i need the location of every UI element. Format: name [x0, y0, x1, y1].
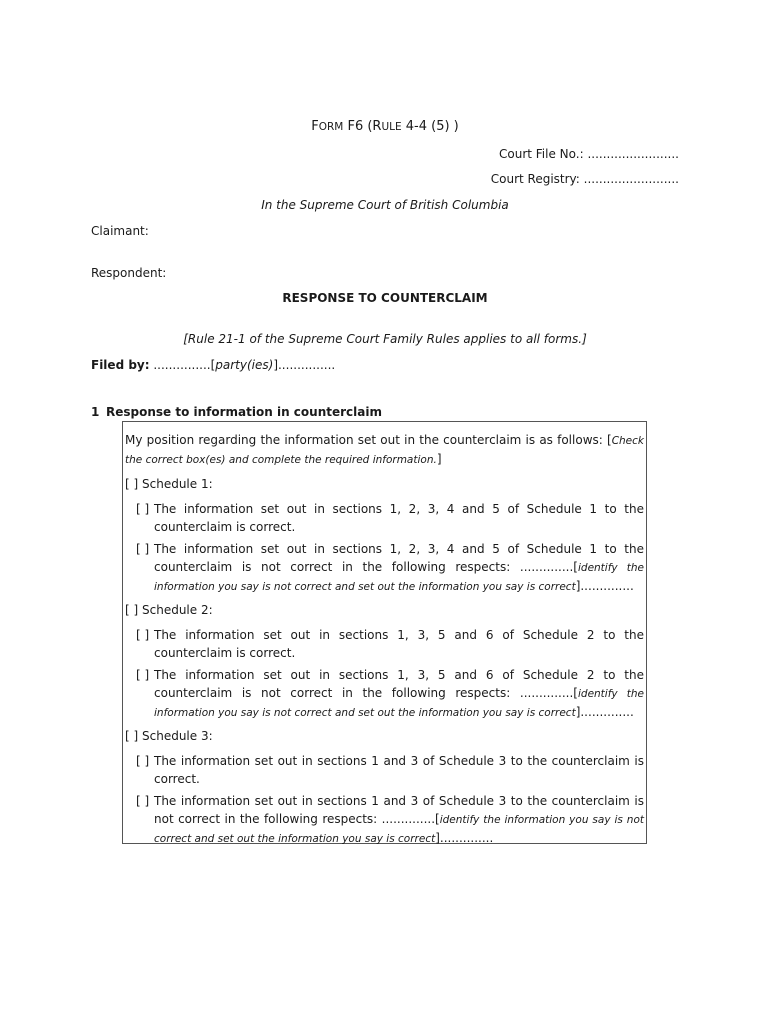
claimant-label: Claimant:: [91, 224, 149, 238]
form-title-part: 4-4 (5) ): [401, 119, 459, 134]
section-title: Response to information in counterclaim: [106, 405, 382, 419]
option-instruction: identify the information you say is not correct and set out the information you say is correct: [154, 814, 644, 845]
schedule-1-group: [125, 475, 644, 596]
schedule-3-not-correct-option[interactable]: [125, 792, 644, 848]
schedule-1-correct-option[interactable]: [125, 500, 644, 536]
response-box-content: [125, 431, 644, 853]
intro-instruction: Check the correct box(es) and complete the required information.: [125, 435, 644, 466]
schedule-2-not-correct-option[interactable]: [125, 666, 644, 722]
court-registry: Court Registry: .........................: [490, 172, 679, 186]
schedule-2-correct-option[interactable]: [125, 626, 644, 662]
rule-note: [Rule 21-1 of the Supreme Court Family Rules applies to all forms.]: [183, 332, 587, 346]
court-name: In the Supreme Court of British Columbia: [261, 198, 509, 212]
section-number: 1: [91, 405, 100, 419]
checkbox[interactable]: [ ]: [136, 794, 150, 808]
form-title-part: F: [311, 119, 319, 134]
option-tail: ]..............: [575, 705, 634, 719]
form-title-part: ULE: [381, 121, 402, 133]
form-title: [0, 119, 770, 134]
response-box: [122, 421, 647, 844]
filed-by-party-hint: party(ies): [215, 358, 274, 372]
intro-text: My position regarding the information set out in the counterclaim is as follows: [: [125, 433, 612, 447]
option-text: The information set out in sections 1, 2, 3, 4 and 5 of Schedule 1 to the counterclaim is correct.: [154, 502, 644, 534]
checkbox[interactable]: [ ]: [136, 668, 150, 682]
option-text: The information set out in sections 1 and 3 of Schedule 3 to the counterclaim is not correct in the following respects: ..............[: [154, 794, 644, 826]
checkbox[interactable]: [ ]: [136, 542, 150, 556]
schedule-3-correct-option[interactable]: [125, 752, 644, 788]
intro-paragraph: [125, 431, 644, 469]
option-text: The information set out in sections 1, 3, 5 and 6 of Schedule 2 to the counterclaim is correct.: [154, 628, 644, 660]
option-tail: ]..............: [575, 579, 634, 593]
checkbox[interactable]: [ ]: [136, 754, 150, 768]
schedule-3-checkbox[interactable]: [ ] Schedule 3:: [125, 729, 213, 743]
option-text: The information set out in sections 1, 2, 3, 4 and 5 of Schedule 1 to the counterclaim is not correct in the following respects: ..............[: [154, 542, 644, 574]
court-file-number: Court File No.: ........................: [499, 147, 679, 161]
option-instruction: identify the information you say is not correct and set out the information you say is correct: [154, 562, 644, 593]
option-instruction: identify the information you say is not correct and set out the information you say is correct: [154, 688, 644, 719]
filed-by-line: [91, 358, 335, 372]
option-tail: ]..............: [435, 831, 494, 845]
filed-by-dots: ...............[: [149, 358, 216, 372]
filed-by-dots: ]...............: [273, 358, 336, 372]
checkbox[interactable]: [ ]: [136, 502, 150, 516]
filed-by-label: Filed by:: [91, 358, 150, 372]
schedule-2-group: [125, 601, 644, 722]
document-heading: RESPONSE TO COUNTERCLAIM: [282, 291, 488, 305]
schedule-1-checkbox[interactable]: [ ] Schedule 1:: [125, 477, 213, 491]
form-title-part: F6 (: [343, 119, 373, 134]
form-title-part: R: [372, 119, 382, 134]
option-text: The information set out in sections 1 and 3 of Schedule 3 to the counterclaim is correct.: [154, 754, 644, 786]
schedule-1-not-correct-option[interactable]: [125, 540, 644, 596]
intro-close: ]: [436, 452, 442, 466]
option-text: The information set out in sections 1, 3, 5 and 6 of Schedule 2 to the counterclaim is not correct in the following respects: ..............[: [154, 668, 644, 700]
form-title-part: ORM: [318, 121, 344, 133]
section-heading: [91, 405, 382, 419]
schedule-3-group: [125, 727, 644, 848]
checkbox[interactable]: [ ]: [136, 628, 150, 642]
respondent-label: Respondent:: [91, 266, 167, 280]
schedule-2-checkbox[interactable]: [ ] Schedule 2:: [125, 603, 213, 617]
